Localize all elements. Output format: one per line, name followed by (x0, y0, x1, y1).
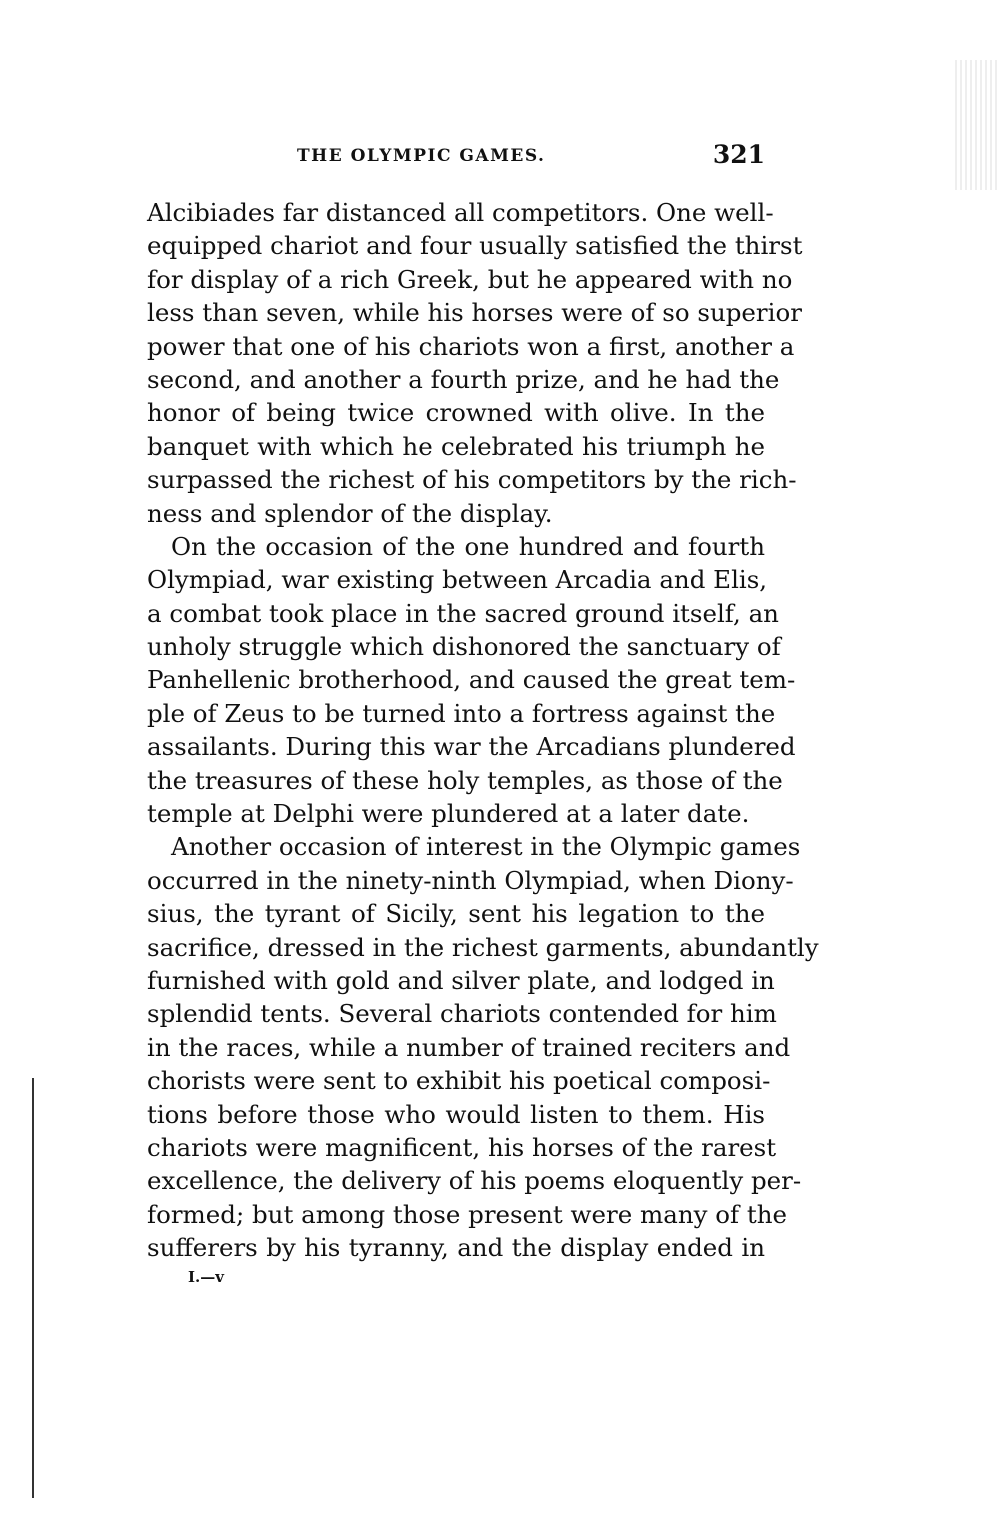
text-line: honor of being twice crowned with olive. In the (147, 398, 765, 428)
text-line: temple at Delphi were plundered at a later date. (147, 799, 750, 829)
text-line: sius, the tyrant of Sicily, sent his legation to the (147, 899, 765, 929)
paragraph (147, 196, 803, 530)
page-number: 321 (712, 140, 765, 169)
text-line: ple of Zeus to be turned into a fortress against the (147, 698, 776, 728)
text-line: ness and splendor of the display. (147, 498, 553, 528)
text-line: banquet with which he celebrated his triumph he (147, 431, 765, 461)
text-line: surpassed the richest of his competitors by the rich- (147, 465, 797, 495)
text-line: sacrifice, dressed in the richest garments, abundantly (147, 932, 819, 962)
text-line: Olympiad, war existing between Arcadia and Elis, (147, 565, 768, 595)
text-line: chariots were magnificent, his horses of the rarest (147, 1132, 777, 1162)
text-line: On the occasion of the one hundred and fourth (171, 531, 765, 561)
text-line: Alcibiades far distanced all competitors. One well- (147, 198, 774, 227)
body-text (147, 196, 819, 1265)
text-line: second, and another a fourth prize, and he had the (147, 364, 780, 394)
text-line: less than seven, while his horses were of so superior (147, 298, 802, 328)
text-line: for display of a rich Greek, but he appeared with no (147, 264, 793, 294)
text-line: occurred in the ninety-ninth Olympiad, when Diony- (147, 865, 794, 895)
text-line: Another occasion of interest in the Olympic games (171, 832, 801, 862)
text-line: unholy struggle which dishonored the sanctuary of (147, 632, 781, 662)
text-line: assailants. During this war the Arcadians plundered (147, 732, 796, 762)
text-line: power that one of his chariots won a first, another a (147, 331, 795, 361)
page-header (147, 142, 765, 172)
text-line: tions before those who would listen to them. His (147, 1099, 765, 1129)
paragraph (147, 830, 819, 1264)
text-line: the treasures of these holy temples, as those of the (147, 765, 783, 795)
text-line: Panhellenic brotherhood, and caused the great tem- (147, 665, 796, 695)
text-line: excellence, the delivery of his poems eloquently per- (147, 1166, 802, 1196)
text-line: chorists were sent to exhibit his poetical composi- (147, 1066, 771, 1096)
text-line: sufferers by his tyranny, and the display ended in (147, 1233, 765, 1263)
paragraph (147, 530, 796, 831)
scan-artifact (955, 60, 1000, 190)
text-line: in the races, while a number of trained reciters and (147, 1032, 791, 1062)
text-line: formed; but among those present were many of the (147, 1199, 787, 1229)
running-title: THE OLYMPIC GAMES. (297, 146, 546, 166)
text-line: equipped chariot and four usually satisfied the thirst (147, 231, 803, 261)
signature-mark: I.—v (188, 1268, 224, 1286)
text-line: a combat took place in the sacred ground itself, an (147, 598, 779, 628)
text-line: splendid tents. Several chariots contended for him (147, 999, 777, 1029)
scan-edge-line (32, 1078, 34, 1498)
text-line: furnished with gold and silver plate, and lodged in (147, 965, 775, 995)
